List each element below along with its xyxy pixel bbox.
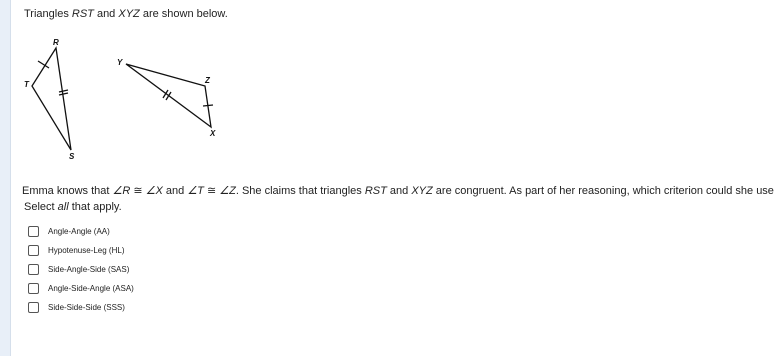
angle-x: ∠X [145,185,163,197]
tick-mark-rs-1 [59,90,68,92]
question-text: Emma knows that ∠R ≅ ∠X and ∠T ≅ ∠Z. She claims that triangles RST and XYZ are congruent. As part of her reasoning, which criterion could she use [22,185,774,197]
option-asa[interactable] [28,279,134,298]
option-label: Side-Side-Side (SSS) [48,303,125,312]
vertex-label-x: X [210,129,216,138]
checkbox-asa[interactable] [28,283,39,294]
option-label: Side-Angle-Side (SAS) [48,265,130,274]
angle-z: ∠Z [219,185,236,197]
option-sas[interactable] [28,260,134,279]
checkbox-aa[interactable] [28,226,39,237]
option-aa[interactable] [28,222,134,241]
option-label: Hypotenuse-Leg (HL) [48,246,125,255]
option-label: Angle-Side-Angle (ASA) [48,284,134,293]
checkbox-hl[interactable] [28,245,39,256]
triangle-xyz [126,64,213,127]
vertex-label-y: Y [117,58,123,67]
option-hl[interactable] [28,241,134,260]
answer-options [28,222,134,317]
tick-mark-zx [203,105,213,106]
triangle-rst-name: RST [71,8,94,20]
triangle-xyz-name: XYZ [118,8,140,20]
vertex-label-t: T [24,80,29,89]
vertex-label-s: S [69,152,75,161]
option-sss[interactable] [28,298,134,317]
vertex-label-r: R [53,38,59,47]
instruction-emphasis: all [57,201,69,213]
triangles-figure [0,0,702,170]
triangle-rst [32,48,71,150]
vertex-label-z: Z [205,76,210,85]
angle-r: ∠R [112,185,131,197]
triangle-rst-outline [32,48,71,150]
checkbox-sss[interactable] [28,302,39,313]
option-label: Angle-Angle (AA) [48,227,110,236]
instruction-text: Select all that apply. [24,201,122,213]
checkbox-sas[interactable] [28,264,39,275]
prompt-text: Triangles RST and XYZ are shown below. [24,8,228,20]
angle-t: ∠T [187,185,204,197]
